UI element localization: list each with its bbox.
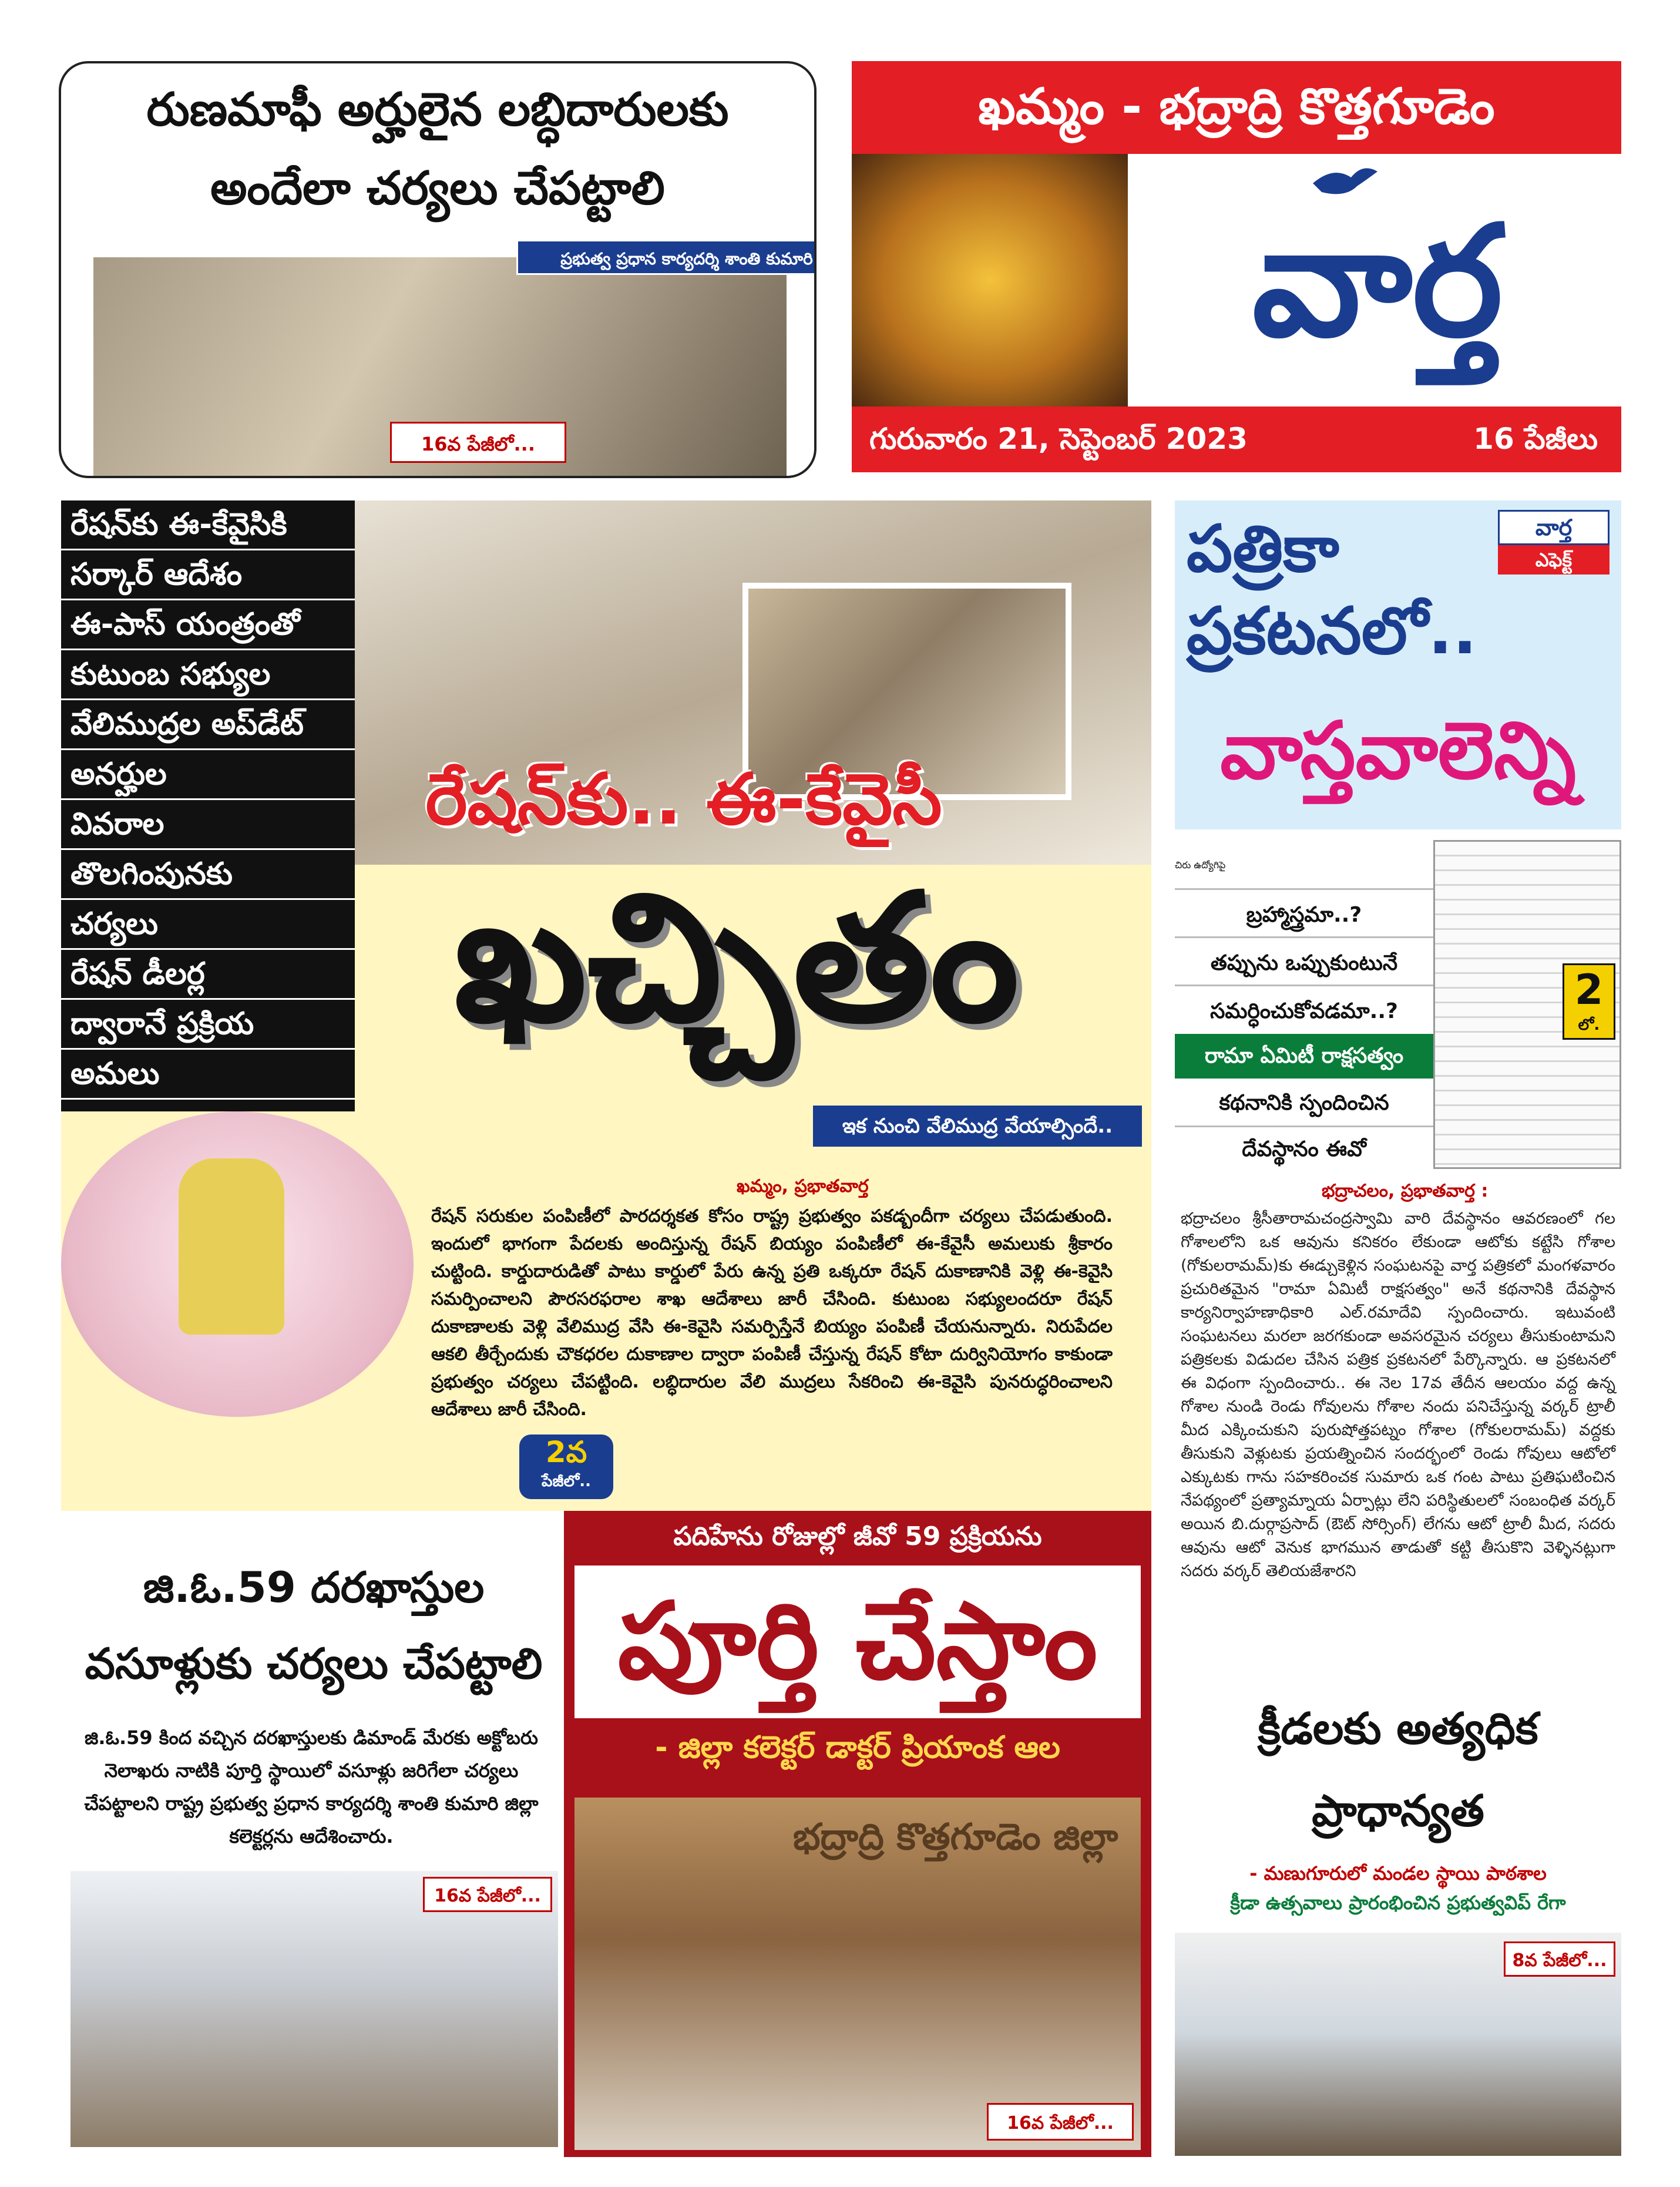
go59-page-ref[interactable]: 16వ పేజీలో... — [423, 1877, 552, 1912]
go59-headline-line2[interactable]: వసూళ్లుకు చర్యలు చేపట్టాలి — [85, 1639, 543, 1688]
right-story-badge-bottom: ఎఫెక్ట్ — [1498, 545, 1610, 575]
ration-shop-illustration-figure — [179, 1158, 284, 1335]
lead-bullet: రేషన్‌కు ఈ-కేవైసికి — [61, 500, 355, 550]
lead-page-ref-num: 2వ — [545, 1435, 587, 1469]
lead-headline[interactable]: ఖచ్చితం — [453, 856, 1020, 1061]
lead-bullet: రేషన్ డీలర్ల — [61, 950, 355, 1000]
top-left-headline-line2[interactable]: అందేలా చర్యలు చేపట్టాలి — [210, 162, 665, 215]
right-point: కథనానికి స్పందించిన — [1219, 1091, 1389, 1115]
right-point: తప్పును ఒప్పుకుంటునే — [1175, 936, 1433, 989]
lead-bullet: అమలు — [61, 1050, 355, 1100]
lead-bullets — [61, 500, 355, 1100]
right-point: సమర్ధించుకోవడమా..? — [1175, 985, 1433, 1037]
lead-kicker[interactable]: రేషన్‌కు.. ఈ-కేవైసీ — [425, 759, 942, 841]
collector-byline: - జిల్లా కలెక్టర్ డాక్టర్ ప్రియాంక ఆల — [655, 1730, 1060, 1765]
right-headline-line1[interactable]: పత్రికా — [1187, 511, 1339, 586]
lead-story — [61, 500, 1151, 1511]
right-highlight[interactable]: రామా ఏమిటీ రాక్షసత్వం — [1175, 1034, 1433, 1079]
top-left-photo-caption: ప్రభుత్వ ప్రధాన కార్యదర్శి శాంతి కుమారి — [516, 240, 817, 275]
lead-bullet: సర్కార్ ఆదేశం — [61, 550, 355, 600]
right-story-badge — [1498, 510, 1610, 575]
lead-bullet: కుటుంబ సభ్యుల — [61, 650, 355, 700]
right-body: భద్రాచలం శ్రీసీతారామచంద్రస్వామి వారి దేవస్థానం ఆవరణంలో గల గోశాలలోని ఒక ఆవును కనికరం లేకుండా ఆటోకు కట్టేసి గోశాల (గోకులరామమ్)కు ఈడ్చుకెళ్లిన సంఘటనపై వార్త పత్రికలో మంగళవారం ప్రచురితమైన "రామా ఏమిటీ రాక్షసత్వం" అనే కథనానికి దేవస్థాన కార్యనిర్వాహణాధికారి ఎల్.రమాదేవి స్పందించారు. ఇటువంటి సంఘటనలు మరలా జరగకుండా అవసరమైన చర్యలు తీసుకుంటామని పత్రికలకు విడుదల చేసిన పత్రిక ప్రకటనలో పేర్కొన్నారు. ఆ ప్రకటనలో ఈ విధంగా స్పందించారు.. ఈ నెల 17వ తేదీన ఆలయం వద్ద ఉన్న గోశాల నుండి రెండు గోవులను గోశాల నందు పనిచేస్తున్న వర్కర్ ట్రాలీ మీద ఎక్కించుకుని పురుషోత్తపట్నం గోశాల (గోకులరామమ్) వద్దకు తీసుకుని వెళ్లుటకు ప్రయత్నించిన సందర్భంలో రెండు గోవులు ఆటోలో ఎక్కుటకు గాను సహకరించక సుమారు ఒక గంట పాటు ప్రతిఘటించిన నేపథ్యంలో ప్రత్యామ్నాయ ఏర్పాట్లు లేని పరిస్థితులలో సంబంధిత వర్కర్ అయిన బి.దుర్గాప్రసాద్ (ఔట్ సోర్సింగ్) లేగను ఆటో ట్రాలీ మీద, సదరు ఆవును ఆటో వెనుక భాగమున తాడుతో కట్టి తీసుకొని వెళ్ళినట్లుగా సదరు వర్కర్ తెలియజేశారని — [1181, 1210, 1615, 1580]
lead-bullet: వివరాల — [61, 800, 355, 850]
top-left-story — [59, 61, 817, 478]
sports-headline-line2[interactable]: ప్రాధాన్యత — [1312, 1786, 1484, 1836]
sports-headline-line1[interactable]: క్రీడలకు అత్యధిక — [1258, 1704, 1538, 1754]
sports-sub1: - మణుగూరులో మండల స్థాయి పాఠశాల — [1249, 1862, 1547, 1884]
right-headline-line3[interactable]: వాస్తవాలెన్ని — [1220, 705, 1576, 797]
lead-bullet: చర్యలు — [61, 900, 355, 950]
lead-bullet: అనర్హుల — [61, 750, 355, 800]
sports-sub2: క్రీడా ఉత్సవాలు ప్రారంభించిన ప్రభుత్వవిప్ రేగా — [1230, 1892, 1566, 1914]
right-headline-line2[interactable]: ప్రకటనలో.. — [1187, 593, 1477, 668]
lead-body: రేషన్ సరుకుల పంపిణీలో పారదర్శకత కోసం రాష్ట్ర ప్రభుత్వం పకడ్బందీగా చర్యలు చేపడుతుంది. ఇందులో భాగంగా పేదలకు అందిస్తున్న రేషన్ బియ్యం పంపిణీలో ఈ-కేవైసీ అమలుకు శ్రీకారం చుట్టింది. కార్డుదారుడితో పాటు కార్డులో పేరు ఉన్న ప్రతి ఒక్కరూ రేషన్ దుకాణానికి వెళ్లి ఈ-కెవైసి సమర్పించాలని పౌరసరఫరాల శాఖ ఆదేశాలు జారీ చేసింది. కుటుంబ సభ్యులందరూ రేషన్ దుకాణాలకు వెళ్లి వేలిముద్ర వేసి ఈ-కెవైసి సమర్పిస్తేనే బియ్యం పంపిణీ చేయనున్నారు. నిరుపేదల ఆకలి తీర్చేందుకు చౌకధరల దుకాణాల ద్వారా పంపిణీ చేస్తున్న రేషన్ కోటా దుర్వినియోగం కాకుండా ప్రభుత్వం చర్యలు చేపట్టింది. లబ్ధిదారుల వేలి ముద్రలు సేకరించి ఈ-కెవైసి పునరుద్ధరించాలని ఆదేశాలు జారీ చేసింది. — [431, 1206, 1113, 1420]
collector-page-ref[interactable]: 16వ పేజీలో... — [987, 2103, 1134, 2141]
temple-deity-image — [852, 154, 1128, 407]
right-story-badge-top: వార్త — [1498, 510, 1610, 545]
lead-bullet: వేలిముద్రల అప్‌డేట్ — [61, 700, 355, 750]
lead-bullet: ఈ-పాస్ యంత్రంతో — [61, 600, 355, 650]
top-left-headline-line1[interactable]: రుణమాఫీ అర్హులైన లబ్ధిదారులకు — [146, 83, 729, 136]
collector-kicker: పదిహేను రోజుల్లో జీవో 59 ప్రక్రియను — [673, 1521, 1042, 1551]
lead-bullet: ద్వారానే ప్రక్రియ — [61, 1000, 355, 1050]
right-point: చిరు ఉద్యోగిపై — [1175, 859, 1226, 871]
lead-dateline: ఖమ్మం, ప్రభాతవార్త — [737, 1176, 869, 1197]
right-point: దేవస్థానం ఈవో — [1175, 1126, 1433, 1172]
masthead-logo[interactable]: వార్త — [1252, 192, 1503, 371]
go59-body: జి.ఓ.59 కింద వచ్చిన దరఖాస్తులకు డిమాండ్ మేరకు అక్టోబరు నెలాఖరు నాటికి పూర్తి స్థాయిలో వసూళ్లు జరిగేలా చర్యలు చేపట్టాలని రాష్ట్ర ప్రభుత్వ ప్రధాన కార్యదర్శి శాంతి కుమారి జిల్లా కలెక్టర్లను ఆదేశించారు. — [84, 1726, 539, 1847]
right-point: బ్రహ్మాస్త్రమా..? — [1175, 888, 1433, 940]
lead-bullet: తొలగింపునకు — [61, 850, 355, 900]
collector-photo-banner: భద్రాద్రి కొత్తగూడెం జిల్లా — [793, 1815, 1118, 1858]
masthead-region: ఖమ్మం - భద్రాద్రి కొత్తగూడెం — [978, 78, 1495, 135]
masthead-date: గురువారం 21, సెప్టెంబర్ 2023 — [869, 422, 1248, 456]
right-page-ref[interactable] — [1563, 963, 1615, 1040]
collector-headline[interactable]: పూర్తి చేస్తాం — [617, 1580, 1098, 1703]
sports-page-ref[interactable]: 8వ పేజీలో... — [1504, 1941, 1615, 1977]
right-dateline: భద్రాచలం, ప్రభాతవార్త : — [1322, 1181, 1489, 1201]
lead-page-ref[interactable] — [519, 1435, 613, 1499]
masthead — [852, 61, 1621, 472]
lead-page-ref-text: పేజీలో.. — [542, 1473, 591, 1490]
go59-headline-line1[interactable]: జి.ఓ.59 దరఖాస్తుల — [143, 1563, 485, 1612]
right-page-suffix: లో. — [1578, 1016, 1600, 1034]
right-page-num: 2 — [1574, 966, 1604, 1014]
masthead-pages: 16 పేజీలు — [1473, 422, 1598, 456]
lead-subhead: ఇక నుంచి వేలిముద్ర వేయాల్సిందే.. — [813, 1106, 1142, 1147]
top-left-page-ref[interactable]: 16వ పేజీలో... — [390, 422, 566, 463]
